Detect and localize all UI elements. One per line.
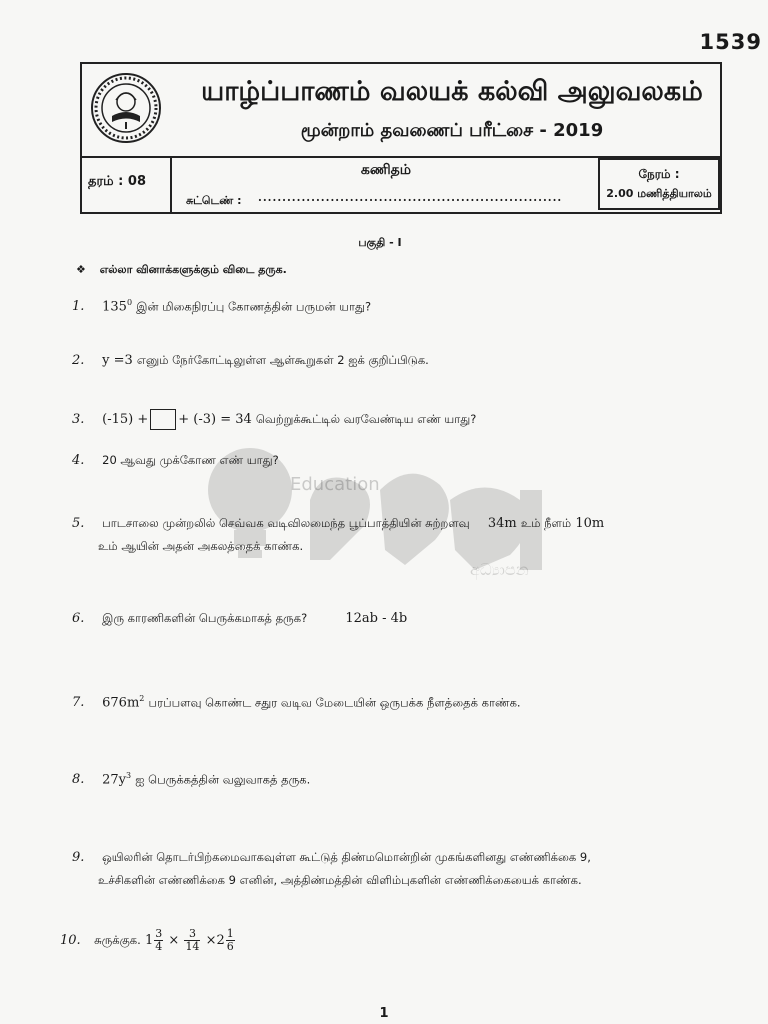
- mixed-number-whole: 1: [144, 933, 154, 948]
- grade-label: தரம் : 08: [88, 174, 146, 189]
- question-number: 7.: [72, 695, 85, 711]
- question-math: 34m: [487, 516, 517, 531]
- answer-box[interactable]: [150, 409, 176, 430]
- question-text: ஐ பெருக்கத்தின் வலுவாகத் தருக.: [135, 772, 311, 787]
- question-1: [72, 292, 371, 318]
- question-math: 10m: [575, 516, 605, 531]
- question-9: [72, 846, 732, 892]
- question-math: 676m: [102, 695, 140, 711]
- question-text: வெற்றுக்கூட்டில் வரவேண்டிய எண் யாது?: [255, 412, 477, 426]
- question-number: 10.: [60, 933, 81, 948]
- exam-header: [80, 62, 722, 214]
- watermark-text-sinhala: අධ්‍යාපන: [470, 560, 529, 579]
- question-text: இன் மிகைநிரப்பு கோணத்தின் பருமன் யாது?: [136, 299, 372, 314]
- question-text: சுருக்குக.: [94, 933, 141, 947]
- header-top-row: [82, 64, 720, 158]
- question-math-left: (-15) +: [102, 412, 149, 427]
- question-text: உம் நீளம்: [520, 516, 572, 530]
- question-number: 3.: [72, 412, 85, 427]
- education-office-logo-icon: [90, 72, 162, 144]
- section-label: பகுதி - I: [358, 236, 402, 249]
- document-number: 1539: [699, 30, 762, 54]
- operator-multiply-whole: ×2: [205, 933, 225, 948]
- question-text: பரப்பளவு கொண்ட சதுர வடிவ மேடையின் ஒருபக்க நீளத்தைக் காண்க.: [148, 695, 521, 710]
- question-5: [72, 512, 732, 558]
- operator-multiply: ×: [168, 933, 180, 948]
- question-math: 12ab - 4b: [345, 611, 408, 626]
- question-superscript: 0: [126, 298, 133, 307]
- time-value: 2.00 மணித்தியாலம்: [606, 187, 712, 200]
- question-text-line2: உம் ஆயின் அதன் அகலத்தைக் காண்க.: [98, 539, 304, 553]
- question-superscript: 3: [126, 771, 132, 780]
- question-7: [72, 688, 521, 714]
- question-6: [72, 607, 407, 630]
- question-math: 135: [102, 299, 127, 315]
- fraction-3: $\frac{1}{6}$: [226, 927, 234, 953]
- watermark-text-english: Education: [290, 474, 380, 495]
- question-text: பாடசாலை முன்றலில் செவ்வக வடிவிலமைந்த பூப்பாத்தியின் சுற்றளவு: [102, 516, 470, 530]
- index-number-field[interactable]: ...............................................................: [258, 191, 563, 204]
- question-number: 4.: [72, 453, 85, 468]
- fraction-2: $\frac{3}{14}$: [185, 927, 200, 953]
- question-text: எனும் நேர்கோட்டிலுள்ள ஆள்கூறுகள் 2 ஐக் குறிப்பிடுக.: [136, 353, 429, 367]
- fraction-1: $\frac{3}{4}$: [155, 927, 163, 953]
- instruction-text: எல்லா வினாக்களுக்கும் விடை தருக.: [99, 263, 287, 276]
- time-cell: [598, 158, 720, 210]
- subject-cell: [172, 156, 600, 212]
- question-10: [60, 928, 236, 953]
- question-number: 9.: [72, 850, 85, 865]
- question-number: 6.: [72, 611, 85, 626]
- exam-title: மூன்றாம் தவணைப் பரீட்சை - 2019: [300, 120, 604, 141]
- question-number: 8.: [72, 772, 85, 788]
- question-superscript: 2: [139, 694, 145, 703]
- question-number: 1.: [72, 299, 85, 315]
- question-text: இரு காரணிகளின் பெருக்கமாகத் தருக?: [102, 611, 308, 625]
- question-math: y =3: [102, 353, 133, 368]
- question-8: [72, 765, 310, 791]
- question-text: 20 ஆவது முக்கோண எண் யாது?: [102, 453, 279, 467]
- question-text-line2: உச்சிகளின் எண்ணிக்கை 9 எனின், அத்திண்மத்தின் விளிம்புகளின் எண்ணிக்கையைக் காண்க.: [98, 873, 582, 887]
- question-number: 5.: [72, 516, 85, 531]
- grade-cell: [82, 156, 172, 212]
- question-2: [72, 349, 429, 372]
- subject-title: கணிதம்: [360, 162, 412, 178]
- question-text: ஒயிலரின் தொடர்பிற்கமைவாகவுள்ள கூட்டுத் திண்மமொன்றின் முகங்களினது எண்ணிக்கை 9,: [102, 850, 591, 864]
- question-3: [72, 408, 476, 431]
- question-number: 2.: [72, 353, 85, 368]
- question-math: 27y: [102, 772, 127, 788]
- page-number: 1: [379, 1006, 389, 1021]
- office-title: யாழ்ப்பாணம் வலயக் கல்வி அலுவலகம்: [201, 76, 703, 107]
- time-label: நேரம் :: [638, 167, 680, 181]
- question-math-right: + (-3) = 34: [178, 412, 252, 427]
- instruction: [76, 263, 287, 278]
- header-bottom-row: [82, 156, 720, 212]
- diamond-bullet-icon: ❖: [76, 263, 86, 276]
- question-4: [72, 449, 279, 472]
- index-number-label: சுட்டெண் :: [186, 194, 242, 207]
